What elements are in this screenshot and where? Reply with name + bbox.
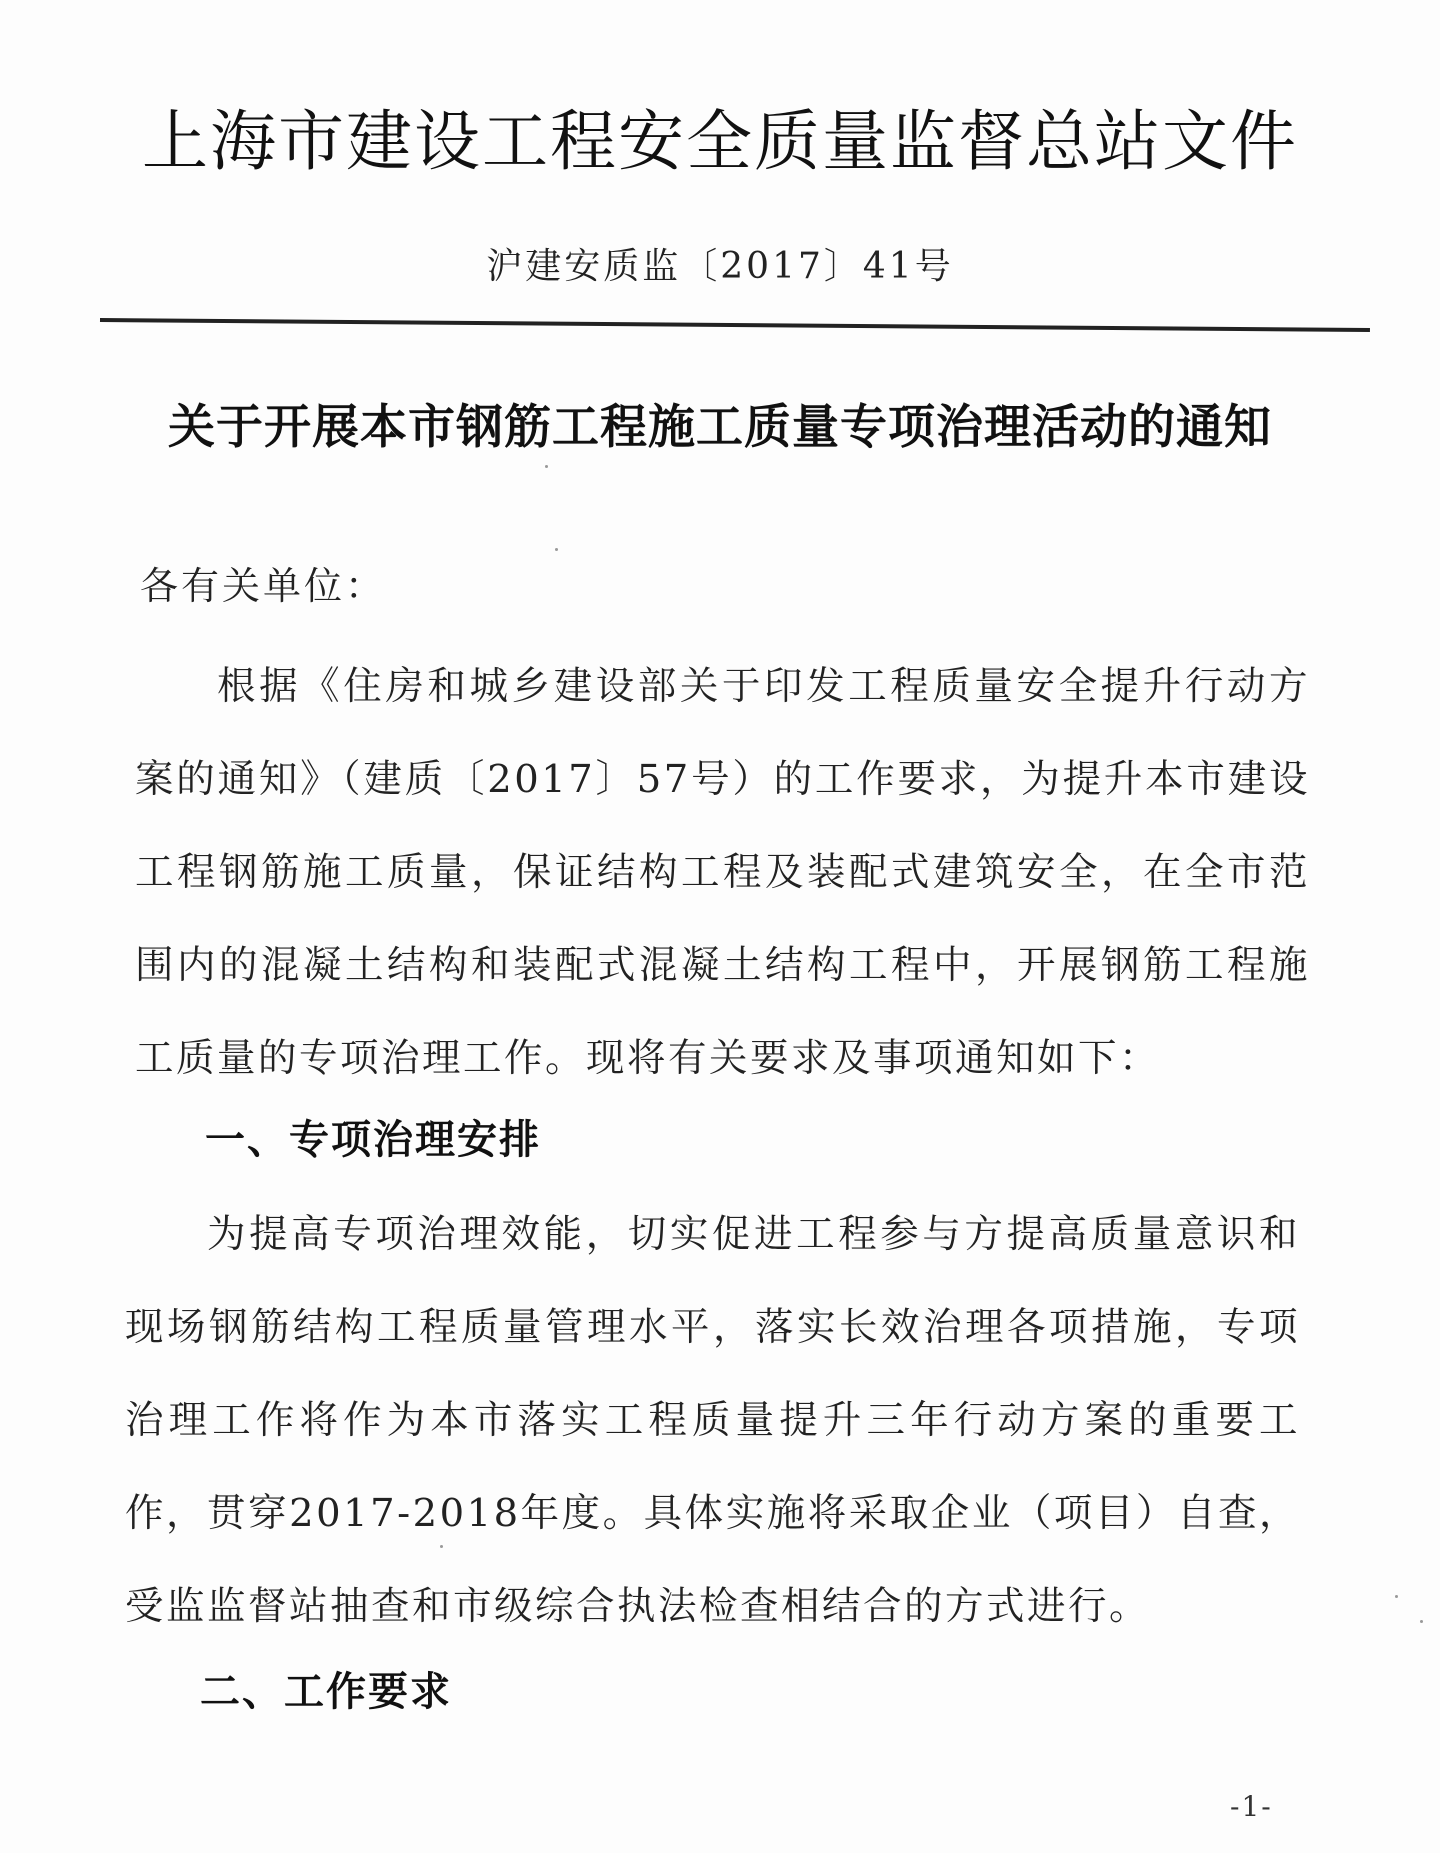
notice-title: 关于开展本市钢筋工程施工质量专项治理活动的通知 [168,400,1272,455]
section-heading-arrangement: 一、专项治理安排 [205,1117,541,1163]
scan-speck [440,1545,443,1548]
issuing-authority-header: 上海市建设工程安全质量监督总站文件 [142,103,1298,180]
section-arrangement-paragraph: 为提高专项治理效能，切实促进工程参与方提高质量意识和现场钢筋结构工程质量管理水平，落实长效治理各项措施，专项治理工作将作为本市落实工程质量提升三年行动方案的重要工作，贯穿2017-2018年度。具体实施将采取企业（项目）自查，受监监督站抽查和市级综合执法检查相结合的方式进行。 [125,1212,1300,1629]
scan-speck [1395,1595,1398,1598]
intro-paragraph: 根据《住房和城乡建设部关于印发工程质量安全提升行动方案的通知》（建质〔2017〕57号）的工作要求，为提升本市建设工程钢筋施工质量，保证结构工程及装配式建筑安全，在全市范围内的混凝土结构和装配式混凝土结构工程中，开展钢筋工程施工质量的专项治理工作。现将有关要求及事项通知如下： [135,664,1310,1081]
scan-speck [545,465,548,468]
document-number: 沪建安质监〔2017〕41号 [486,246,954,287]
page-number: -1- [1230,1790,1273,1823]
header-divider-line [100,318,1370,332]
salutation: 各有关单位： [140,564,387,608]
scan-speck [1420,1620,1423,1623]
scan-speck [555,548,558,551]
section-heading-requirements: 二、工作要求 [200,1669,452,1715]
